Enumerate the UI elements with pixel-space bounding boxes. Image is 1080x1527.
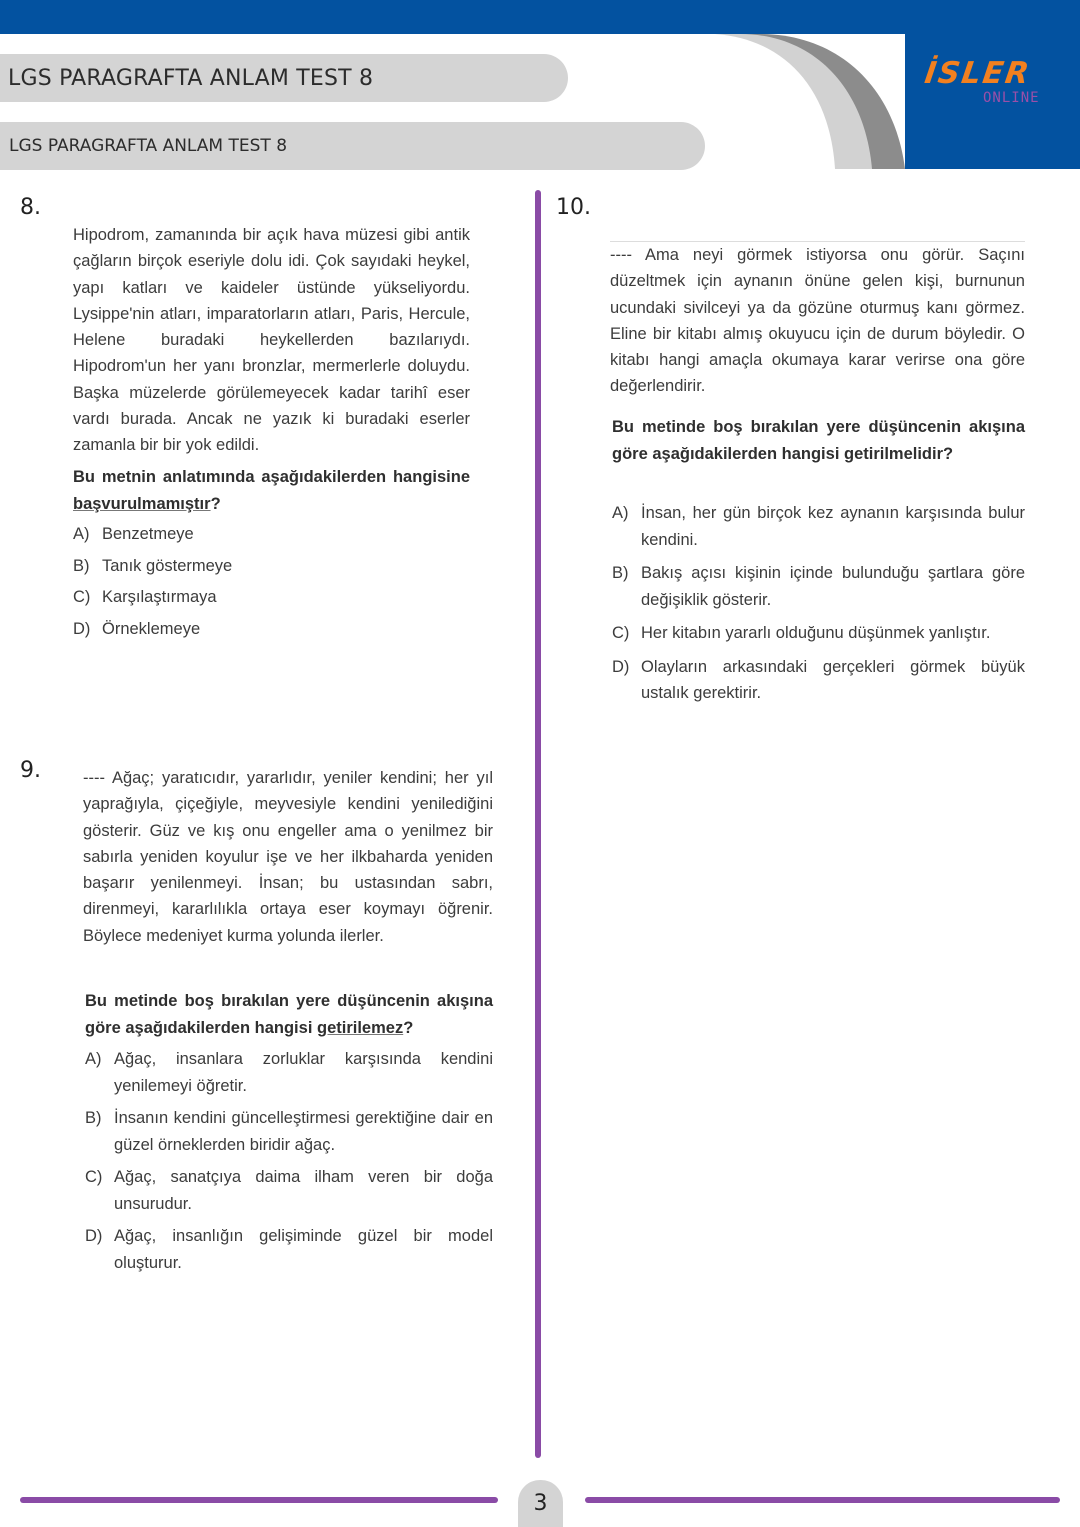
footer-line-left	[20, 1497, 498, 1503]
option-text: Benzetmeye	[102, 525, 194, 543]
option-c[interactable]	[612, 620, 1025, 647]
stem-text: Bu metinde boş bırakılan yere düşüncenin akışına göre aşağıdakilerden hangisi	[85, 992, 493, 1037]
option-label: D)	[612, 657, 630, 676]
question-10-options	[612, 500, 1025, 707]
footer-line-right	[585, 1497, 1060, 1503]
option-b[interactable]	[612, 560, 1025, 613]
option-label: C)	[85, 1168, 103, 1186]
question-9-stem	[85, 988, 493, 1041]
logo-text: İSLER	[922, 56, 1033, 91]
option-label: B)	[612, 564, 629, 582]
option-text: Ağaç, insanlığın gelişiminde güzel bir model oluşturur.	[114, 1227, 493, 1272]
question-10-stem	[612, 414, 1025, 467]
option-b[interactable]	[73, 553, 470, 580]
question-9-passage: ---- Ağaç; yaratıcıdır, yararlıdır, yeniler kendini; her yıl yaprağıyla, çiçeğiyle, meyvesiyle kendini yenilediğini gösterir. Güz ve kış onu engeller ama o yenilmez bir sabırla yeniden koyulur işe ve her ilkbaharda yeniden başarır yenilenmeyi. İnsan; bu ustasından sabrı, direnmeyi, kararlılıkla ortaya eser koymayı öğrenir. Böylece medeniyet kurma yolunda ilerler.	[83, 769, 493, 945]
option-label: D)	[73, 619, 91, 638]
option-c[interactable]	[85, 1164, 493, 1217]
option-a[interactable]	[85, 1046, 493, 1099]
question-8-passage: Hipodrom, zamanında bir açık hava müzesi gibi antik çağların birçok eseriyle dolu idi. Çok sayıdaki heykel, yapı katları ve kaideler üstünde yükseliyordu. Lysippe'nin atları, imparatorların atları, Paris, Hercule, Helene buradaki heykellerden bazılarıydı. Hipodrom'un her yanı bronzlar, mermerlerle doluydu. Başka müzelerde görülemeyecek kadar tarihî eser vardı burada. Ancak ne yazık ki buradaki eserler zamanla bir bir yok edildi.	[73, 226, 470, 455]
option-label: B)	[85, 1109, 102, 1127]
option-text: Ağaç, insanlara zorluklar karşısında kendini yenilemeyi öğretir.	[114, 1050, 493, 1095]
option-b[interactable]	[85, 1105, 493, 1158]
question-8-options	[73, 521, 470, 642]
header-swoosh-decoration	[700, 34, 940, 169]
question-8-number: 8.	[20, 195, 41, 220]
page-number-badge: 3	[518, 1480, 563, 1527]
option-text: Örneklemeye	[102, 619, 201, 638]
question-10-passage: ---- Ama neyi görmek istiyorsa onu görür. Saçını düzeltmek için aynanın önüne gelen kişi, burnunun ucundaki sivilceyi ya da gözüne oturmuş kanı görmez. Eline bir kitabı almış okuyucu için de durum böyledir. O kitabı hangi amaçla okumaya karar verirse ona göre değerlendirir.	[610, 241, 1025, 400]
option-d[interactable]	[85, 1223, 493, 1276]
question-10-number: 10.	[556, 195, 591, 220]
option-text: Bakış açısı kişinin içinde bulunduğu şartlara göre değişiklik gösterir.	[641, 564, 1025, 609]
stem-end: ?	[210, 494, 221, 513]
option-a[interactable]	[612, 500, 1025, 553]
header-top-band	[0, 0, 1080, 34]
test-title-primary: LGS PARAGRAFTA ANLAM TEST 8	[0, 54, 568, 102]
option-label: C)	[612, 624, 630, 642]
option-label: D)	[85, 1227, 103, 1245]
stem-text: Bu metinde boş bırakılan yere düşüncenin akışına göre aşağıdakilerden hangisi getirilmelidir?	[612, 418, 1025, 463]
option-text: Olayların arkasındaki gerçekleri görmek büyük ustalık gerektirir.	[641, 657, 1025, 702]
option-text: Tanık göstermeye	[102, 556, 233, 575]
option-label: B)	[73, 556, 90, 575]
option-label: A)	[85, 1050, 102, 1068]
question-9-options	[85, 1046, 493, 1276]
option-text: İnsanın kendini güncelleştirmesi gerektiğine dair en güzel örneklerden biridir ağaç.	[114, 1109, 493, 1154]
isler-online-logo	[922, 56, 1065, 116]
option-label: A)	[612, 504, 629, 522]
question-9-number: 9.	[20, 758, 41, 783]
option-d[interactable]	[73, 616, 470, 643]
option-label: A)	[73, 525, 90, 543]
logo-subtext: ONLINE	[983, 90, 1040, 106]
stem-emphasis: getirilemez	[317, 1018, 404, 1037]
test-title-secondary: LGS PARAGRAFTA ANLAM TEST 8	[0, 122, 705, 170]
option-text: İnsan, her gün birçok kez aynanın karşısında bulur kendini.	[641, 504, 1025, 549]
stem-emphasis: başvurulmamıştır	[73, 494, 211, 513]
option-text: Karşılaştırmaya	[102, 588, 217, 606]
option-a[interactable]	[73, 521, 470, 548]
option-d[interactable]	[612, 654, 1025, 707]
column-divider	[535, 190, 541, 1458]
option-text: Her kitabın yararlı olduğunu düşünmek yanlıştır.	[641, 624, 991, 642]
option-label: C)	[73, 588, 91, 606]
option-c[interactable]	[73, 584, 470, 611]
stem-end: ?	[403, 1018, 414, 1037]
stem-text: Bu metnin anlatımında aşağıdakilerden hangisine	[73, 468, 470, 486]
question-8-stem	[73, 464, 470, 517]
option-text: Ağaç, sanatçıya daima ilham veren bir doğa unsurudur.	[114, 1168, 493, 1213]
